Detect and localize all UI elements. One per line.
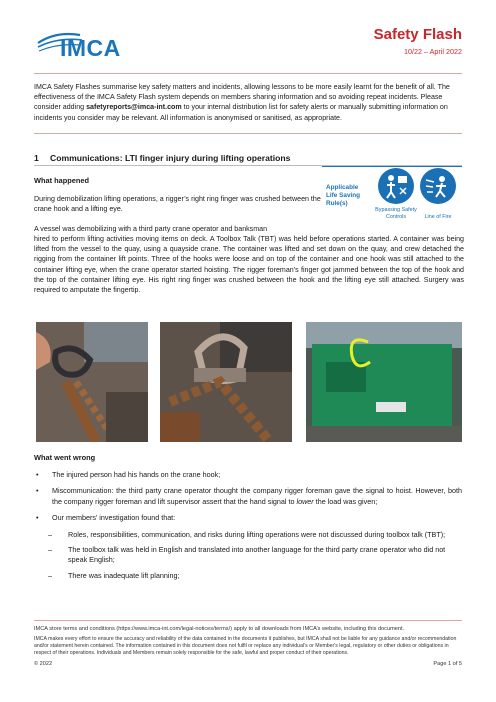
list-item	[34, 470, 462, 480]
bullet-icon: •	[36, 513, 39, 523]
dash-icon: –	[48, 545, 52, 555]
safety-email-link[interactable]: safetyreports@imca-int.com	[86, 103, 182, 112]
footer-terms: IMCA store terms and conditions (https://www.imca-int.com/legal-notices/terms/) apply to all downloads from IMCA’s website, including this document.	[34, 626, 405, 632]
bullet-emphasis: lower	[296, 496, 314, 506]
bullet-text: Miscommunication: the third party crane operator thought the company rigger foreman gave the signal to hoist. However, both the company rigger foreman and lift supervisor assert that the hand signal to	[52, 486, 462, 506]
imca-logo	[36, 29, 128, 63]
what-happened-para2-intro: A vessel was demobilizing with a third party crane operator and banksman	[34, 225, 268, 233]
life-saving-rules-label: Applicable Life Saving Rule(s)	[326, 184, 361, 207]
rule-caption-bypassing: Bypassing Safety Controls	[375, 207, 417, 220]
bullet-icon: •	[36, 486, 39, 496]
what-went-wrong-heading: What went wrong	[34, 453, 96, 462]
dash-icon: –	[48, 570, 52, 580]
line-of-fire-icon	[420, 168, 456, 204]
sub-bullet-text: Roles, responsibilities, communication, and risks during lifting operations were not discussed during toolbox talk (TBT);	[68, 529, 446, 539]
header-divider	[34, 73, 462, 74]
page-title: Safety Flash	[373, 26, 462, 43]
sub-bullet-text: The toolbox talk was held in English and translated into another language for the third party crane operator who did not speak English;	[68, 545, 446, 565]
list-item	[34, 486, 462, 507]
logo-wordmark: IMCA	[60, 35, 121, 61]
bypassing-safety-controls-icon	[378, 168, 414, 204]
incident-photo-3	[306, 322, 462, 442]
section-title: Communications: LTI finger injury during lifting operations	[50, 153, 291, 163]
intro-divider	[34, 133, 462, 134]
what-happened-para2: hired to perform lifting activities moving items on deck. A Toolbox Talk (TBT) was held before operations started. A container was being lifted from the vessel to the quay, using a quayside crane. The container was lifted and set down on the quay, and crew detached the rigging from the container lift points. Three of the hooks were loose and on top of the container and one hook was still attached to the container lifting eye, when the crane operator started hoisting. The rigger foreman’s finger got jammed between the top of the hook and the top of the container lifting eye. His right ring finger was crushed between the hook and the lifting eye still attached. Surgery was required to amputate the fingertip.	[34, 235, 464, 295]
intro-text-end: to your internal distribution list for safety alerts or manually submitting information on incidents you consider may be relevant. All information is anonymised or sanitised, as appropriate.	[34, 103, 448, 122]
footer-divider	[34, 620, 462, 621]
lsr-top-rule	[322, 166, 462, 167]
list-item	[34, 513, 462, 523]
bullet-text: The injured person had his hands on the crane hook;	[52, 470, 221, 479]
page-number: Page 1 of 5	[433, 661, 462, 667]
bullet-text-end: the load was given;	[313, 496, 378, 506]
what-happened-heading: What happened	[34, 176, 90, 185]
section-heading	[34, 153, 290, 163]
intro-text: IMCA Safety Flashes summarise key safety matters and incidents, allowing lessons to be more easily learnt for the benefit of all. The effectiveness of the IMCA Safety Flash system depends on members sharing information and so avoiding repeat incidents. Please consider adding	[34, 83, 450, 112]
bullet-icon: •	[36, 470, 39, 479]
incident-photo-1	[36, 322, 148, 442]
section-number: 1	[34, 153, 39, 163]
dash-icon: –	[48, 529, 52, 539]
footer-disclaimer: IMCA makes every effort to ensure the accuracy and reliability of the data contained in the documents it publishes, but IMCA shall not be liable for any guidance and/or recommendation and/or statement herein contained. The information contained in this document does not fulfil or replace any individual’s or Member's legal, regulatory or other duties or obligations in respect of their operations. Individuals and Members remain solely responsible for the safe, lawful and proper conduct of their operations.	[34, 636, 457, 657]
sub-list-item	[34, 545, 462, 566]
what-happened-para1: During demobilization lifting operations, a rigger’s right ring finger was crushed between the crane hook and a lifting eye.	[34, 195, 321, 214]
sub-bullet-text: There was inadequate lift planning;	[68, 570, 180, 580]
rule-caption-line-of-fire: Line of Fire	[424, 214, 452, 220]
sub-list-item	[34, 571, 462, 581]
intro-paragraph	[34, 82, 464, 123]
sub-list-item	[34, 530, 462, 540]
incident-photo-2	[160, 322, 292, 442]
what-went-wrong-list	[34, 470, 462, 586]
bullet-text: Our members’ investigation found that:	[52, 513, 176, 523]
issue-date: 10/22 – April 2022	[404, 47, 462, 56]
footer-copyright: © 2022	[34, 661, 53, 667]
